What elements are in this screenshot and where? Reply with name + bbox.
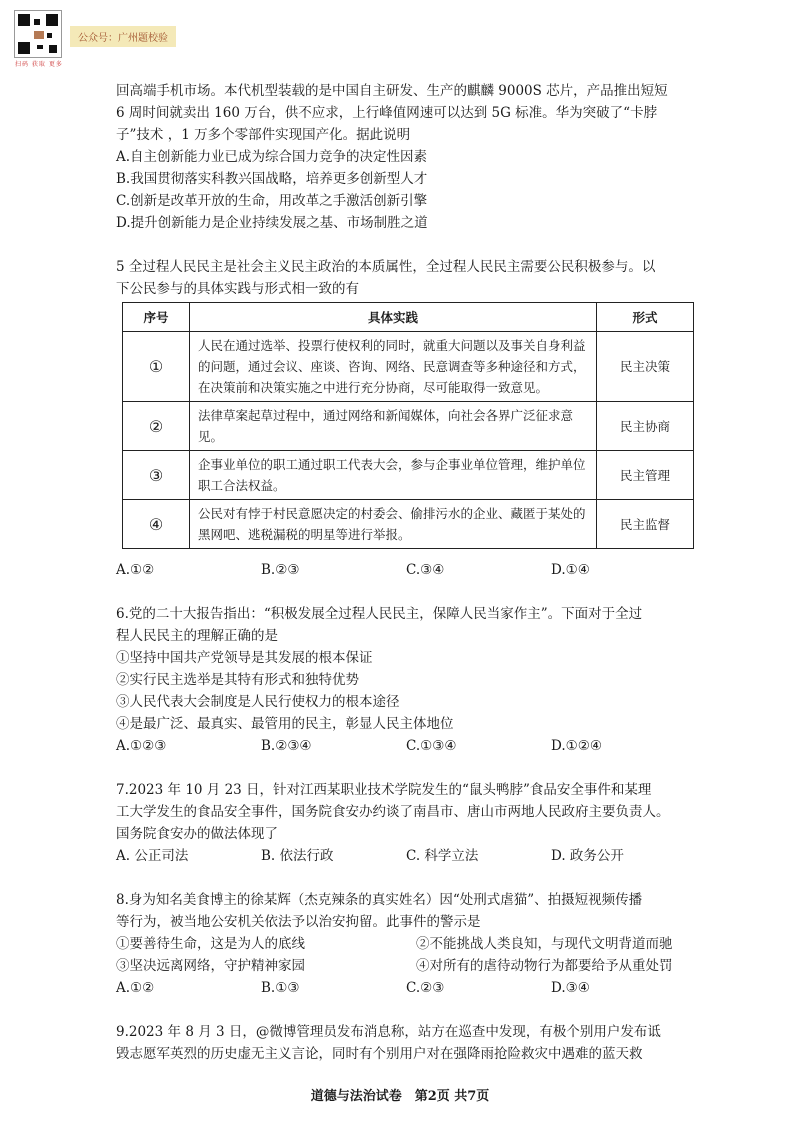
option-d: D.③④: [551, 980, 590, 996]
option-c: C.③④: [406, 562, 445, 578]
options-row: [116, 977, 716, 999]
option-c: C.创新是改革开放的生命，用改革之手激活创新引擎: [116, 193, 428, 209]
question-6: [116, 603, 716, 757]
column-header: 具体实践: [190, 303, 597, 332]
options-row: [116, 735, 716, 757]
table-row: [123, 451, 694, 500]
option-a: A.①②: [116, 980, 155, 996]
option-a: A. 公正司法: [116, 848, 189, 864]
statements-row: [116, 933, 716, 955]
form-cell: 民主管理: [597, 451, 694, 500]
question-text-line: 7.2023 年 10 月 23 日，针对江西某职业技术学院发生的“鼠头鸭脖”食品安全事件和某理: [116, 782, 652, 798]
practice-cell: 公民对有悖于村民意愿决定的村委会、偷排污水的企业、藏匿于某处的黑网吧、逃税漏税的明星等进行举报。: [190, 500, 597, 549]
row-number: ③: [123, 451, 190, 500]
question-8: [116, 889, 716, 999]
brand-label: 公众号：广州题校验: [70, 26, 176, 47]
practice-cell: 企事业单位的职工通过职工代表大会，参与企事业单位管理，维护单位职工合法权益。: [190, 451, 597, 500]
statements-row: [116, 955, 716, 977]
statement: ④对所有的虐待动物行为都要给予从重处罚: [416, 958, 673, 974]
question-text-line: 程人民民主的理解正确的是: [116, 628, 278, 644]
form-cell: 民主协商: [597, 402, 694, 451]
form-cell: 民主监督: [597, 500, 694, 549]
qr-caption: 扫码 获取 更多: [15, 61, 63, 68]
row-number: ①: [123, 332, 190, 402]
table-header-row: [123, 303, 694, 332]
statement: ①坚持中国共产党领导是其发展的根本保证: [116, 650, 373, 666]
option-d: D.①②④: [551, 738, 602, 754]
option-c: C.②③: [406, 980, 445, 996]
question-text-line: 8.身为知名美食博主的徐某辉（杰克辣条的真实姓名）因“处刑式虐猫”、拍摄短视频传播: [116, 892, 643, 908]
option-b: B.①③: [261, 980, 300, 996]
question-text-line: 等行为，被当地公安机关依法予以治安拘留。此事件的警示是: [116, 914, 481, 930]
column-header: 序号: [123, 303, 190, 332]
practice-cell: 人民在通过选举、投票行使权利的同时，就重大问题以及事关自身利益的问题，通过会议、座谈、咨询、网络、民意调查等多种途径和方式，在决策前和决策实施之中进行充分协商，尽可能取得一致意见。: [190, 332, 597, 402]
option-b: B.②③④: [261, 738, 312, 754]
option-c: C.①③④: [406, 738, 457, 754]
question-text-line: 9.2023 年 8 月 3 日，@微博管理员发布消息称，站方在巡查中发现，有极个别用户发布诋: [116, 1024, 661, 1040]
question-text-line: 子”技术 ，1 万多个零部件实现国产化。据此说明: [116, 127, 411, 143]
row-number: ④: [123, 500, 190, 549]
option-d: D. 政务公开: [551, 848, 624, 864]
question-text-line: 6.党的二十大报告指出：“积极发展全过程人民民主，保障人民当家作主”。下面对于全过: [116, 606, 643, 622]
statement: ②不能挑战人类良知，与现代文明背道而驰: [416, 936, 673, 952]
page-footer: 道德与法治试卷 第2页 共7页: [310, 1089, 490, 1104]
question-text-line: 5 全过程人民民主是社会主义民主政治的本质属性，全过程人民民主需要公民积极参与。以: [116, 259, 656, 275]
table-row: [123, 500, 694, 549]
options-row: [116, 845, 716, 867]
table-row: [123, 332, 694, 402]
question-4: [116, 80, 716, 234]
row-number: ②: [123, 402, 190, 451]
statement: ②实行民主选举是其特有形式和独特优势: [116, 672, 359, 688]
statement: ③坚决远离网络，守护精神家园: [116, 958, 305, 974]
exam-content: [116, 80, 716, 1065]
statement: ③人民代表大会制度是人民行使权力的根本途径: [116, 694, 400, 710]
option-a: A.①②: [116, 562, 155, 578]
question-5: [116, 256, 716, 581]
option-d: D.①④: [551, 562, 590, 578]
option-a: A.①②③: [116, 738, 167, 754]
table-row: [123, 402, 694, 451]
statement: ④是最广泛、最真实、最管用的民主，彰显人民主体地位: [116, 716, 454, 732]
options-row: [116, 559, 716, 581]
statement: ①要善待生命，这是为人的底线: [116, 936, 305, 952]
question-text-line: 工大学发生的食品安全事件，国务院食安办约谈了南昌市、唐山市两地人民政府主要负责人。: [116, 804, 670, 820]
practice-cell: 法律草案起草过程中，通过网络和新闻媒体，向社会各界广泛征求意见。: [190, 402, 597, 451]
option-b: B. 依法行政: [261, 848, 334, 864]
question-7: [116, 779, 716, 867]
question-text-line: 6 周时间就卖出 160 万台，供不应求，上行峰值网速可以达到 5G 标准。华为突破了“卡脖: [116, 105, 658, 121]
question-9: [116, 1021, 716, 1065]
column-header: 形式: [597, 303, 694, 332]
option-b: B.②③: [261, 562, 300, 578]
question-text-line: 回高端手机市场。本代机型装载的是中国自主研发、生产的麒麟 9000S 芯片，产品推出短短: [116, 83, 668, 99]
option-c: C. 科学立法: [406, 848, 479, 864]
question-text-line: 国务院食安办的做法体现了: [116, 826, 278, 842]
form-cell: 民主决策: [597, 332, 694, 402]
qr-code-icon: [14, 10, 63, 68]
question-text-line: 下公民参与的具体实践与形式相一致的有: [116, 281, 359, 297]
option-b: B.我国贯彻落实科教兴国战略，培养更多创新型人才: [116, 171, 428, 187]
option-a: A.自主创新能力业已成为综合国力竞争的决定性因素: [116, 149, 428, 165]
page-header: [14, 10, 176, 68]
option-d: D.提升创新能力是企业持续发展之基、市场制胜之道: [116, 215, 428, 231]
question-text-line: 毁志愿军英烈的历史虚无主义言论，同时有个别用户对在强降雨抢险救灾中遇难的蓝天救: [116, 1046, 643, 1062]
practice-table: [122, 302, 694, 549]
